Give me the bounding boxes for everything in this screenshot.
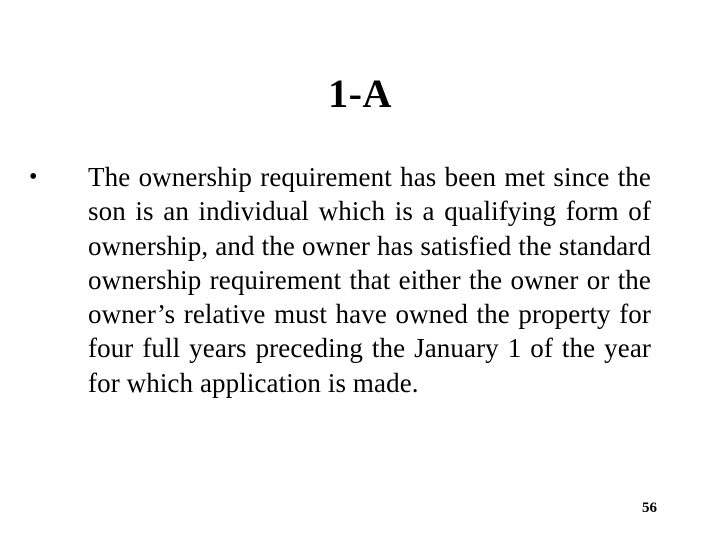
bullet-text: The ownership requirement has been met since the son is an individual which is a qualifying form of ownership, and the owner has satisfied the standard ownership requirement that either the owner or the owner’s relative must have owned the property for four full years preceding the January 1 of the year for which application is made. bbox=[88, 162, 651, 398]
bullet-icon: • bbox=[29, 164, 38, 190]
page-number: 56 bbox=[642, 500, 657, 516]
slide-title: 1-A bbox=[328, 71, 392, 116]
